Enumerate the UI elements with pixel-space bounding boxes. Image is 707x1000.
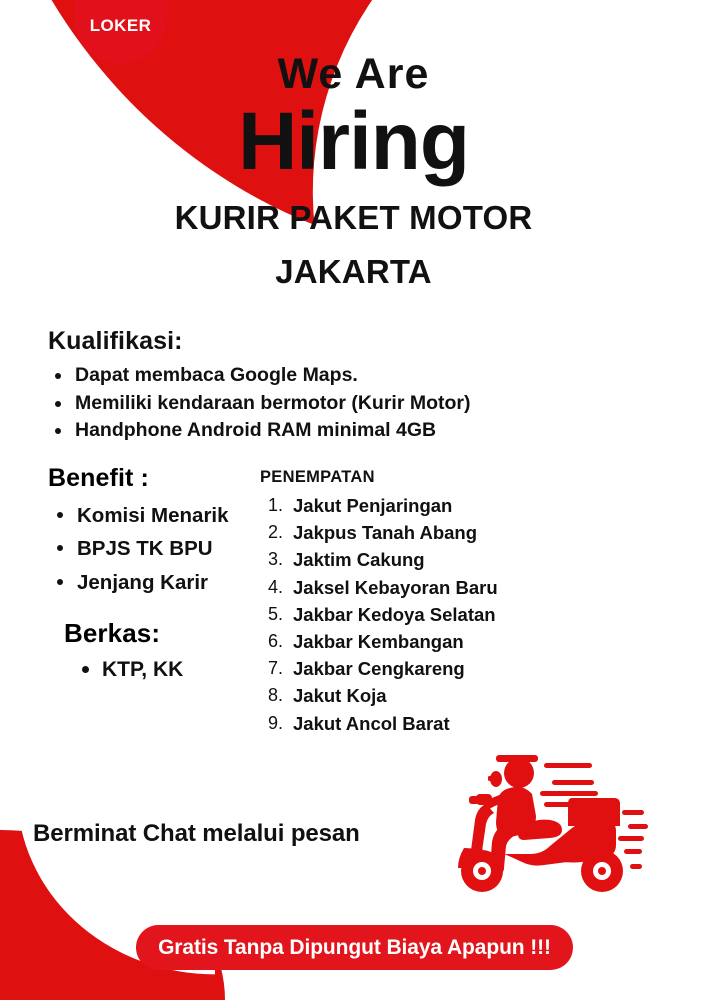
qualifications-list [48, 362, 608, 445]
benefit-section [48, 464, 258, 599]
placements-title: PENEMPATAN [260, 468, 375, 486]
headline-block [0, 52, 707, 294]
placements-list [260, 492, 590, 737]
qualifications-section [48, 327, 608, 445]
qualifications-title: Kualifikasi: [48, 327, 183, 355]
list-item: Jakpus Tanah Abang [293, 522, 478, 544]
list-item: BPJS TK BPU [48, 532, 258, 565]
placements-section [260, 468, 590, 737]
list-item: Jakut Ancol Barat [293, 712, 450, 734]
headline-role: KURIR PAKET MOTOR [174, 199, 533, 237]
headline-we-are: We Are [277, 50, 430, 98]
banner-label: Gratis Tanpa Dipungut Biaya Apapun !!! [158, 935, 551, 959]
list-item: Jakbar Kedoya Selatan [293, 603, 496, 625]
list-item: Jaktim Cakung [293, 549, 425, 571]
loker-badge-label: LOKER [89, 16, 152, 35]
free-of-charge-banner [136, 925, 573, 970]
headline-city: JAKARTA [275, 253, 432, 291]
benefit-list [48, 499, 258, 599]
list-item: Jakbar Cengkareng [293, 658, 465, 680]
list-item: Dapat membaca Google Maps. [48, 362, 608, 390]
list-item: Jakbar Kembangan [293, 630, 464, 652]
list-item: Jenjang Karir [48, 566, 258, 599]
list-item: KTP, KK [64, 654, 294, 686]
berkas-title: Berkas: [64, 618, 161, 648]
list-item: Handphone Android RAM minimal 4GB [48, 417, 608, 445]
list-item: Jakut Penjaringan [293, 495, 453, 516]
benefit-title: Benefit : [48, 464, 149, 492]
delivery-scooter-icon [452, 736, 672, 896]
list-item: Memiliki kendaraan bermotor (Kurir Motor) [48, 390, 608, 418]
headline-hiring: Hiring [238, 96, 469, 188]
list-item: Komisi Menarik [48, 499, 258, 532]
list-item: Jaksel Kebayoran Baru [293, 576, 498, 598]
list-item: Jakut Koja [293, 685, 387, 707]
cta-text: Berminat Chat melalui pesan [33, 820, 360, 847]
